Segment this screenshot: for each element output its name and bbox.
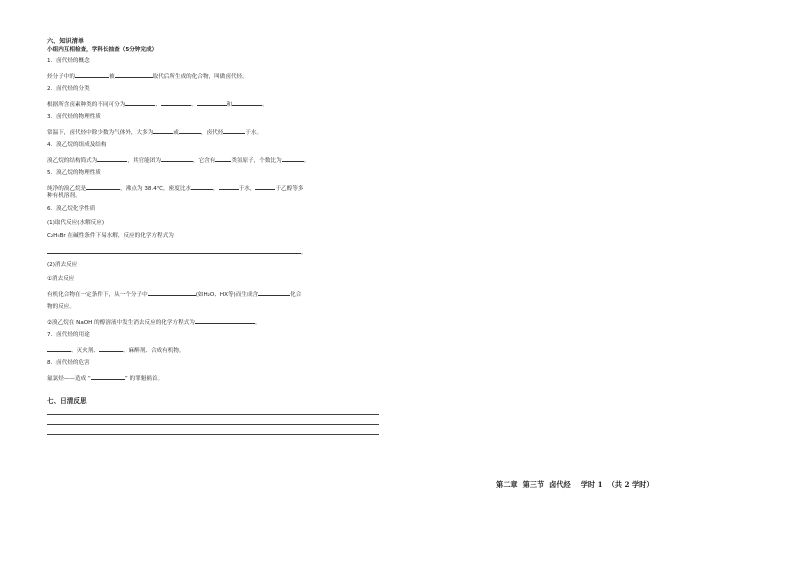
- blank-field[interactable]: [282, 156, 304, 162]
- item-6-1-text: C₂H₅Br 在碱性条件下易水解，反应的化学方程式为: [47, 233, 174, 239]
- item-5-text-a: 纯净的溴乙烷是: [47, 186, 87, 192]
- reflection-line-3[interactable]: [47, 434, 379, 435]
- item-1-title: 1．卤代烃的概念: [47, 58, 90, 64]
- blank-field[interactable]: [125, 100, 155, 106]
- blank-field[interactable]: [161, 156, 193, 162]
- item-6-title: 6．溴乙烷化学性质: [47, 206, 96, 212]
- item-2-sep-1: 、: [155, 102, 161, 108]
- item-6-1-title: (1)取代反应(水解反应): [47, 220, 105, 226]
- blank-field[interactable]: [97, 156, 127, 162]
- item-3-text-c: 于水。: [245, 130, 263, 136]
- item-6-2-title: (2)消去反应: [47, 262, 78, 268]
- blank-field[interactable]: [99, 346, 123, 352]
- blank-field[interactable]: [115, 72, 153, 78]
- blank-field[interactable]: [232, 100, 262, 106]
- item-2-sep-2: 、: [190, 102, 197, 108]
- blank-field[interactable]: [161, 100, 191, 106]
- reflection-line-1[interactable]: [47, 414, 379, 415]
- item-6-2-text-c: (如H₂O、HX等)而生成含: [195, 292, 259, 298]
- item-6-2-subtitle: ①消去反应: [47, 276, 75, 282]
- item-2-end: 。: [262, 102, 268, 108]
- item-5-title: 5．溴乙烷的物理性质: [47, 170, 101, 176]
- item-1-text-c: 取代后所生成的化合物，叫做卤代烃。: [152, 74, 248, 80]
- item-5-text-f: 种有机溶剂。: [47, 193, 81, 199]
- section-7-title: 七、日清反思: [47, 397, 87, 405]
- item-4-line: [47, 156, 309, 165]
- item-6-2-equation-line: [47, 318, 260, 327]
- item-8-line: [47, 374, 163, 383]
- item-1-line: [47, 72, 248, 81]
- item-4-text-b: ，其官能团为: [127, 158, 161, 164]
- item-6-2-text-b: 有机化合物在一定条件下，从一个分子中: [47, 292, 148, 298]
- blank-field[interactable]: [258, 290, 290, 296]
- blank-field[interactable]: [47, 346, 71, 352]
- blank-field[interactable]: [219, 184, 239, 190]
- item-3-text-a: 常温下，卤代烃中除少数为气体外，大多为: [47, 130, 154, 136]
- item-6-2-text-f: ②溴乙烷在 NaOH 的醇溶液中发生消去反应的化学方程式为: [47, 320, 195, 326]
- item-4-title: 4．溴乙烷的组成及结构: [47, 142, 107, 148]
- item-6-1-end: 。: [301, 250, 307, 256]
- item-5-text-b: ，沸点为 38.4℃，密度比水: [120, 186, 192, 192]
- item-2-title: 2．卤代烃的分类: [47, 86, 90, 92]
- blank-field[interactable]: [197, 100, 227, 106]
- item-4-text-d: 类氢原子，个数比为: [231, 158, 282, 164]
- section-6-title: 六、知识清单: [47, 38, 85, 45]
- item-6-2-line: [47, 290, 301, 299]
- blank-field[interactable]: [215, 156, 231, 162]
- page-footer: 第二章 第三节 卤代烃 学时 1 （共 2 学时）: [496, 480, 654, 489]
- blank-field[interactable]: [195, 318, 255, 324]
- item-4-text-c: ，它含有: [192, 158, 216, 164]
- item-7-text-b: 、麻醉剂、合成有机物。: [122, 348, 185, 354]
- item-8-text-a: 氟氯烃——造成 “: [47, 376, 91, 382]
- item-6-2-text-d: 化合: [290, 292, 302, 298]
- item-5-text-e: 于乙醇等多: [275, 186, 304, 192]
- item-6-2-text-e: 物的反应。: [47, 304, 75, 310]
- item-4-text-e: 。: [303, 158, 310, 164]
- item-8-text-b: ” 的罪魁祸首。: [124, 376, 164, 382]
- blank-field[interactable]: [75, 72, 109, 78]
- item-4-text-a: 溴乙烷的结构简式为: [47, 158, 98, 164]
- item-6-1-answer-line: [47, 248, 307, 257]
- blank-field[interactable]: [255, 184, 275, 190]
- blank-field[interactable]: [153, 128, 173, 134]
- section-6-note: 小组内互相检查，学科长抽查（5分钟完成）: [47, 47, 158, 53]
- item-5-line: [47, 184, 303, 193]
- reflection-line-2[interactable]: [47, 424, 379, 425]
- item-2-text-a: 根据所含卤素种类的不同可分为: [47, 102, 126, 108]
- item-7-title: 7．卤代烃的用途: [47, 332, 90, 338]
- blank-field[interactable]: [191, 184, 213, 190]
- item-5-text-d: 于水，: [238, 186, 256, 192]
- item-3-line: [47, 128, 262, 137]
- blank-field[interactable]: [148, 290, 196, 296]
- blank-field[interactable]: [179, 128, 201, 134]
- item-5-text-c: ，: [213, 186, 219, 192]
- item-8-title: 8．卤代烃的危害: [47, 360, 90, 366]
- item-6-2-text-g: 。: [254, 320, 261, 326]
- item-3-or: 或: [173, 130, 179, 136]
- item-2-line: [47, 100, 268, 109]
- item-3-text-b: ，卤代烃: [200, 130, 224, 136]
- blank-field[interactable]: [86, 184, 120, 190]
- blank-field[interactable]: [223, 128, 245, 134]
- item-7-line: [47, 346, 185, 355]
- item-2-and: 和: [226, 102, 233, 108]
- item-1-text-a: 烃分子中的: [47, 74, 75, 80]
- blank-field[interactable]: [91, 374, 125, 380]
- answer-line-field[interactable]: [47, 248, 301, 254]
- item-3-title: 3．卤代烃的物理性质: [47, 114, 101, 120]
- item-7-text-a: 、灭火剂、: [71, 348, 99, 354]
- item-1-text-b: 被: [108, 74, 115, 80]
